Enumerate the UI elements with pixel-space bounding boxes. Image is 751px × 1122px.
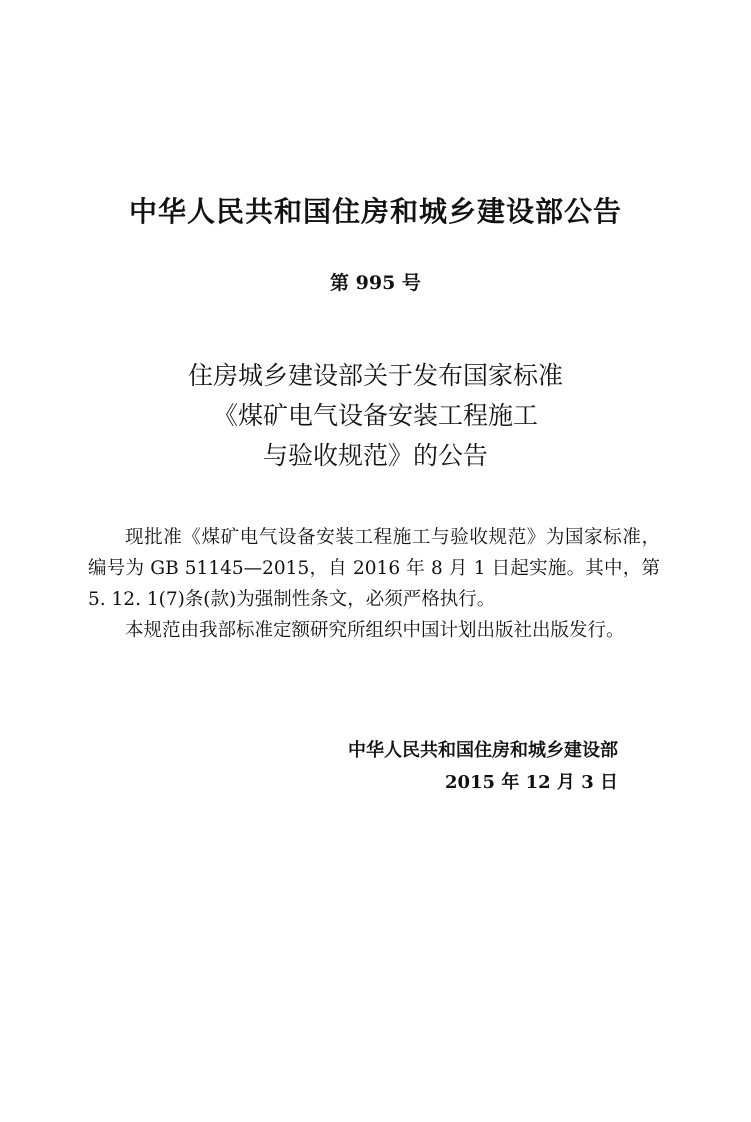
subtitle-line: 《煤矿电气设备安装工程施工	[212, 401, 538, 430]
announcement-number: 第 995 号	[330, 272, 421, 294]
announcement-title: 中华人民共和国住房和城乡建设部公告	[128, 195, 622, 228]
signature-block	[300, 735, 618, 799]
body-paragraph: 本规范由我部标准定额研究所组织中国计划出版社出版发行。	[125, 620, 625, 641]
announcement-subtitle	[0, 356, 751, 476]
issuer-name: 中华人民共和国住房和城乡建设部	[348, 740, 618, 761]
issue-date: 2015 年 12 月 3 日	[444, 772, 618, 793]
announcement-body	[88, 522, 660, 646]
body-paragraph: 现批准《煤矿电气设备安装工程施工与验收规范》为国家标准，编号为 GB 51145—2015，自 2016 年 8 月 1 日起实施。其中，第 5. 12. 1(7)条(款)为强制性条文，必须严格执行。	[88, 527, 660, 610]
subtitle-line: 住房城乡建设部关于发布国家标准	[187, 361, 563, 390]
subtitle-line: 与验收规范》的公告	[262, 441, 488, 470]
